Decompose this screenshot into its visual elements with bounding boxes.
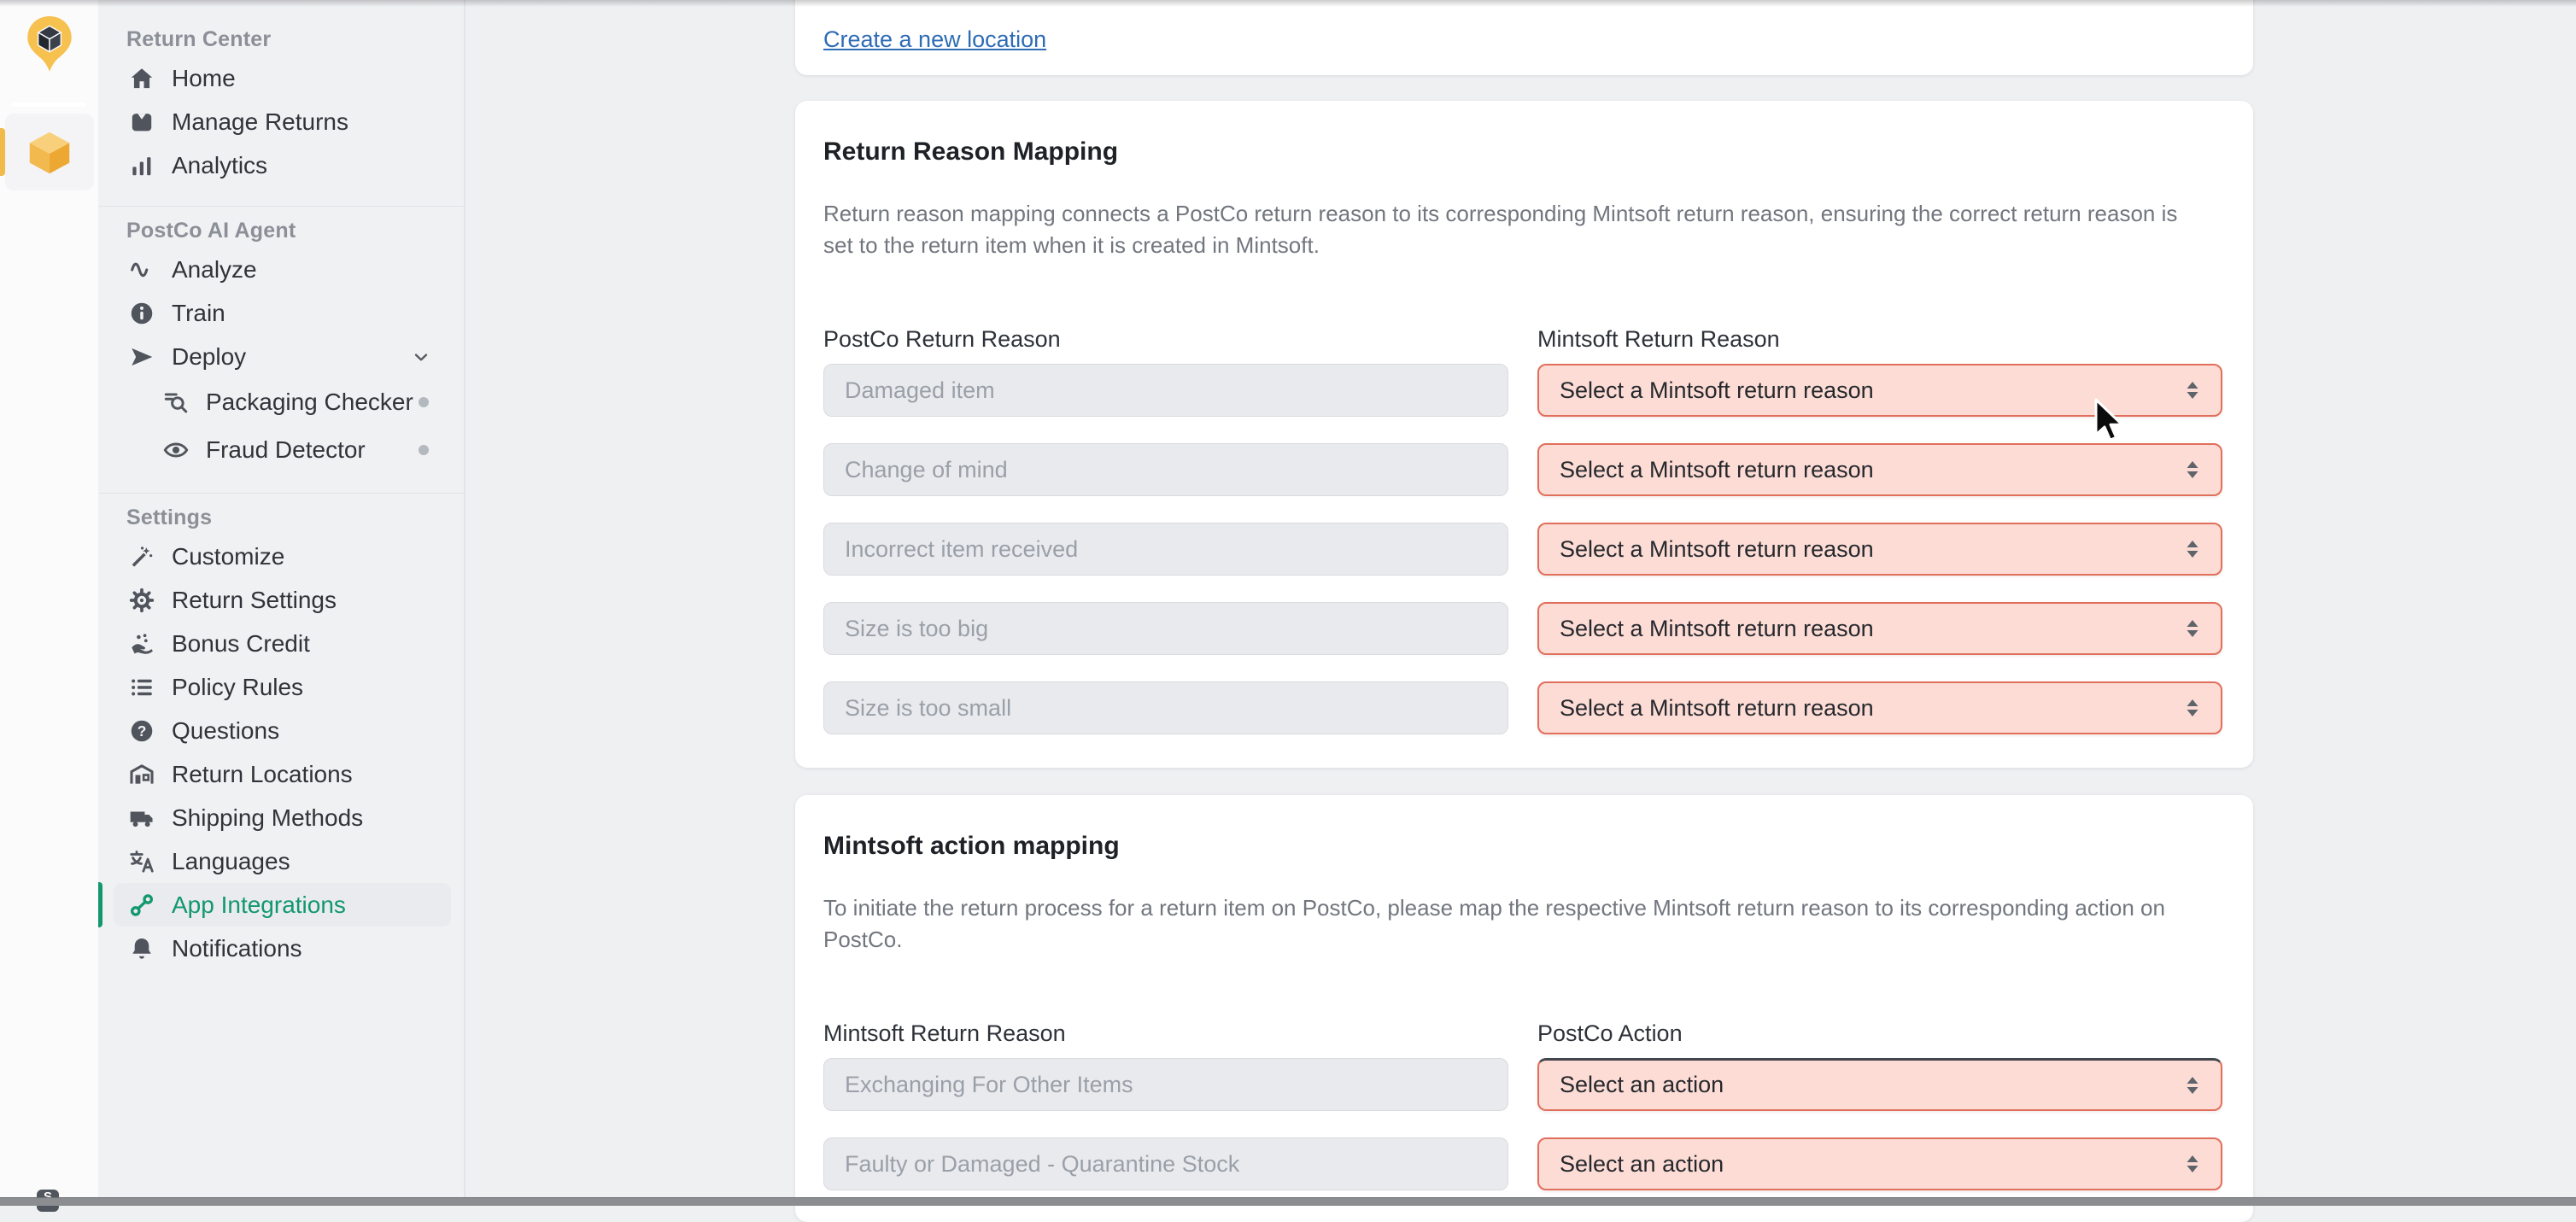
sidebar-item-policy-rules[interactable] [114,665,451,709]
input-value: Exchanging For Other Items [845,1071,1133,1097]
return-reason-mapping-card [795,101,2253,768]
column-header-postco-reason: PostCo Return Reason [823,326,1061,352]
section-label-settings: Settings [126,505,213,529]
reason-mapping-grid [823,364,2225,734]
input-value: Incorrect item received [845,535,1079,562]
waveform-icon [127,255,156,284]
translate-icon [127,847,156,876]
input-value: Size is too small [845,694,1012,721]
card-description: To initiate the return process for a return item on PostCo, please map the respective Mintsoft return reason to its corresponding action on PostCo. [823,895,2165,952]
sidebar-item-notifications[interactable] [114,927,451,970]
sidebar-item-manage-returns[interactable] [114,100,451,143]
postco-action-select[interactable] [1537,1058,2222,1111]
returns-icon [127,108,156,137]
select-value: Select an action [1560,1072,1724,1097]
sidebar-item-shipping-methods[interactable] [114,796,451,839]
select-arrows-icon [2185,1073,2200,1097]
mintsoft-reason-input [823,1058,1508,1111]
active-item-indicator [98,882,102,927]
sidebar-item-label: Manage Returns [172,108,349,135]
locations-card [795,0,2253,75]
sidebar-item-label: Analyze [172,255,257,283]
sidebar-item-label: Questions [172,716,280,744]
app-tile-returns[interactable] [5,114,94,190]
select-arrows-icon [2185,1152,2200,1176]
select-value: Select a Mintsoft return reason [1560,456,1874,482]
sidebar-item-app-integrations[interactable] [114,883,451,927]
app-rail [0,0,98,1206]
question-icon [127,716,156,745]
mintsoft-reason-select[interactable] [1537,443,2222,496]
sidebar-item-return-locations[interactable] [114,752,451,796]
sidebar-item-label: Fraud Detector [206,436,366,463]
sidebar-item-home[interactable] [114,56,451,100]
sidebar-item-train[interactable] [114,291,451,335]
select-value: Select a Mintsoft return reason [1560,694,1874,721]
card-title: Return Reason Mapping [823,137,1119,166]
column-header-mintsoft-reason: Mintsoft Return Reason [1537,326,1780,352]
sidebar-item-label: Notifications [172,934,302,962]
column-header-postco-action: PostCo Action [1537,1020,1683,1046]
sidebar-divider [98,206,464,207]
sidebar-item-deploy[interactable] [114,335,451,378]
select-arrows-icon [2185,537,2200,561]
postco-reason-input [823,681,1508,734]
list-icon [127,673,156,702]
select-arrows-icon [2185,458,2200,482]
sidebar-item-return-settings[interactable] [114,578,451,622]
main-content [467,0,2576,1206]
postco-reason-input [823,523,1508,576]
sidebar-item-fraud-detector[interactable] [114,426,451,474]
sidebar-item-label: Languages [172,847,290,874]
sidebar-item-label: Home [172,64,236,91]
sidebar-item-bonus-credit[interactable] [114,622,451,665]
sidebar-item-label: Shipping Methods [172,804,364,831]
bell-icon [127,934,156,963]
sidebar-item-label: Return Settings [172,586,337,613]
sidebar-item-label: Train [172,299,225,326]
column-header-mintsoft-reason: Mintsoft Return Reason [823,1020,1066,1046]
sidebar-item-customize[interactable] [114,535,451,578]
sidebar-item-analytics[interactable] [114,143,451,187]
select-value: Select a Mintsoft return reason [1560,535,1874,562]
postco-action-select[interactable] [1537,1137,2222,1190]
select-arrows-icon [2185,617,2200,640]
input-value: Size is too big [845,615,989,641]
warehouse-icon [127,760,156,789]
sidebar-item-analyze[interactable] [114,248,451,291]
sidebar-item-label: App Integrations [172,891,346,918]
chevron-down-icon [410,346,432,368]
home-icon [127,64,156,93]
returns-app-cube-icon [21,126,78,178]
section-label-ai-agent: PostCo AI Agent [126,218,296,243]
sidebar-item-label: Packaging Checker [206,389,413,415]
analytics-icon [127,151,156,180]
mintsoft-reason-input [823,1137,1508,1190]
create-location-link[interactable]: Create a new location [823,26,1047,52]
input-value: Change of mind [845,456,1008,482]
sidebar-item-label: Policy Rules [172,673,304,700]
mintsoft-reason-select[interactable] [1537,523,2222,576]
input-value: Faulty or Damaged - Quarantine Stock [845,1150,1240,1177]
select-value: Select a Mintsoft return reason [1560,377,1874,403]
search-list-icon [161,388,190,417]
gear-icon [127,586,156,615]
section-label-return-center: Return Center [126,26,272,51]
sidebar-item-label: Deploy [172,342,247,370]
active-app-indicator [0,128,5,176]
sidebar-item-label: Return Locations [172,760,353,787]
mintsoft-reason-select[interactable] [1537,681,2222,734]
truck-icon [127,804,156,833]
postco-reason-input [823,602,1508,655]
svg-text:?: ? [137,722,147,740]
status-dot [419,445,429,455]
sidebar-item-label: Analytics [172,151,268,178]
mintsoft-reason-select[interactable] [1537,364,2222,417]
select-value: Select a Mintsoft return reason [1560,615,1874,641]
select-arrows-icon [2185,378,2200,402]
postco-pin-icon [25,15,74,79]
eye-icon [161,436,190,465]
postco-logo[interactable] [25,15,74,79]
sidebar-item-questions[interactable] [114,709,451,752]
wand-icon [127,542,156,571]
card-description: Return reason mapping connects a PostCo return reason to its corresponding Mintsoft return reason, ensuring the correct return reason is set to the return item when it is created in Mintsoft. [823,201,2178,258]
rail-divider [11,102,86,107]
link-icon [127,891,156,920]
info-icon [127,299,156,328]
select-arrows-icon [2185,696,2200,720]
send-icon [127,342,156,371]
mintsoft-action-mapping-card [795,795,2253,1222]
input-value: Damaged item [845,377,995,403]
top-shadow [0,0,2576,7]
sidebar-item-languages[interactable] [114,839,451,883]
hand-coins-icon [127,629,156,658]
mintsoft-reason-select[interactable] [1537,602,2222,655]
sidebar-divider [98,493,464,494]
sidebar-item-label: Bonus Credit [172,629,310,657]
sidebar [98,0,465,1206]
status-dot [419,397,429,407]
sidebar-item-packaging-checker[interactable] [114,378,451,426]
postco-reason-input [823,443,1508,496]
bottom-edge-strip [0,1197,2576,1206]
action-mapping-grid [823,1058,2225,1190]
sidebar-item-label: Customize [172,542,285,570]
card-title: Mintsoft action mapping [823,832,1120,860]
select-value: Select an action [1560,1150,1724,1177]
postco-reason-input [823,364,1508,417]
